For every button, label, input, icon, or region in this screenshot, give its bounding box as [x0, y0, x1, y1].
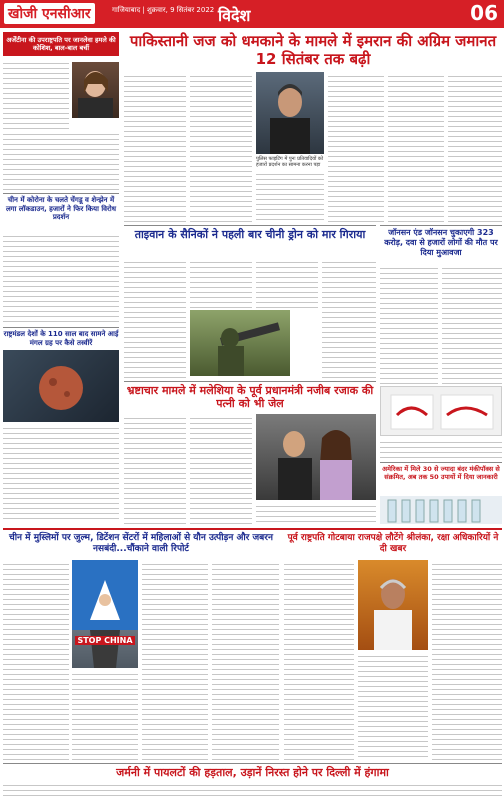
date-line: गाजियाबाद | शुक्रवार, 9 सितंबर 2022 — [112, 6, 215, 14]
left-story-1-body-cont — [3, 130, 119, 190]
lead-photo-caption: पुलिस फाइटिंग में पुनः प्रतिवादियों को हजारों प्रदर्शन का सामना करना पड़ा — [256, 156, 324, 168]
lead-headline: पाकिस्तानी जज को धमकाने के मामले में इमरान की अग्रिम जमानत 12 सितंबर तक बढ़ी — [129, 32, 497, 68]
cristina-photo — [72, 62, 119, 118]
left-story-1-headline: अर्जेंटीना की उपराष्ट्रपति पर जानलेवा हमले की कोशिश, बाल-बाल बचीं — [3, 32, 119, 56]
lead-body-col-6 — [448, 72, 502, 222]
lead-body-col-1 — [124, 72, 186, 222]
china-body-col-3 — [142, 560, 208, 760]
page-number: 06 — [470, 1, 498, 25]
mars-photo — [3, 350, 119, 422]
divider — [3, 327, 119, 328]
germany-body — [3, 781, 502, 798]
left-story-3-body — [3, 424, 119, 520]
germany-headline: जर्मनी में पायलटों की हड़ताल, उड़ानें निरस्त होने पर दिल्ली में हंगामा — [116, 766, 389, 779]
china-body-col-4 — [212, 560, 279, 760]
jj-body-col-2 — [442, 264, 502, 384]
soldier-photo — [190, 310, 290, 376]
taiwan-body-col-3 — [256, 258, 318, 308]
lead-body-col-2 — [190, 72, 252, 222]
divider — [3, 763, 502, 764]
divider — [3, 193, 119, 194]
divider — [124, 225, 376, 226]
portrait-image — [256, 72, 324, 154]
taiwan-body-col-4 — [322, 258, 376, 378]
jj-headline: जॉनसन एंड जॉनसन चुकाएगी 323 करोड़, दवा से हजारों लोगों की मौत पर दिया मुआवजा — [384, 228, 498, 257]
left-story-3-headline: राष्ट्रमंडल देशों के 110 साल बाद सामने आई मंगल ग्रह पर कैसे तस्वीरें — [3, 330, 119, 347]
najib-body-col-2 — [190, 414, 252, 524]
product-image — [381, 387, 502, 436]
portrait-image — [72, 62, 119, 118]
soldier-image — [190, 310, 290, 376]
divider — [124, 381, 376, 382]
najib-body-col-1 — [124, 414, 186, 524]
taiwan-body-col-1 — [124, 258, 186, 378]
lead-body-col-3 — [256, 170, 324, 222]
left-story-1-body — [3, 59, 69, 129]
taiwan-body-col-2 — [190, 258, 252, 308]
stop-china-photo — [72, 560, 138, 668]
portrait-image — [358, 560, 428, 650]
rajapaksa-body-col-2 — [358, 652, 428, 760]
rajapaksa-headline: पूर्व राष्ट्रपति गोटबाया राजपक्षे लौटेंगे श्रीलंका, रक्षा अधिकारियों ने दी खबर — [287, 533, 499, 554]
rajapaksa-body-col-3 — [432, 560, 502, 760]
najib-headline: भ्रष्टाचार मामले में मलेशिया के पूर्व प्रधानमंत्री नजीब रजाक की पत्नी को भी जेल — [126, 384, 374, 410]
china-body-col-1 — [3, 560, 69, 760]
divider — [380, 225, 502, 226]
najib-body-col-3 — [256, 502, 376, 524]
page-header — [0, 0, 504, 28]
america-headline: अमेरिका में मिले 30 से ज्यादा बंदर मंकीपॉक्स से संक्रमित, अब तक 50 उपायों में दिया जानकारी — [382, 465, 500, 481]
rajapaksa-body-col-1 — [284, 560, 354, 760]
lead-body-col-5 — [388, 72, 444, 222]
taiwan-headline: ताइवान के सैनिकों ने पहली बार चीनी ड्रोन को मार गिराया — [134, 228, 366, 241]
divider — [3, 528, 502, 530]
protest-image — [72, 560, 138, 668]
vials-photo — [380, 496, 502, 524]
jj-body-col-1 — [380, 264, 438, 384]
masthead-logo: खोजी एनसीआर — [4, 3, 95, 24]
china-body-col-2 — [72, 670, 138, 760]
vials-image — [380, 496, 502, 524]
jj-logo-photo — [380, 386, 502, 436]
left-story-2-body — [3, 232, 119, 324]
imran-photo — [256, 72, 324, 154]
lead-body-col-4 — [328, 72, 384, 222]
china-report-headline: चीन में मुस्लिमों पर जुल्म, डिटेंशन सेंटरों में महिलाओं से यौन उत्पीड़न और जबरन नसबंदी...चौंकाने वाली रिपोर्ट — [9, 533, 273, 554]
jj-body-cont — [380, 438, 502, 458]
divider — [380, 462, 502, 463]
section-title: विदेश — [218, 6, 251, 25]
najib-photo — [256, 414, 376, 500]
left-story-2-headline: चीन में कोरोना के चलते चेंगडू व शेन्झेन में लगा लॉकडाउन, हजारों ने फिर किया विरोध प्रदर्शन — [5, 196, 117, 221]
space-image — [3, 350, 119, 422]
rajapaksa-photo — [358, 560, 428, 650]
stop-china-text: STOP CHINA — [75, 636, 135, 645]
couple-image — [256, 414, 376, 500]
